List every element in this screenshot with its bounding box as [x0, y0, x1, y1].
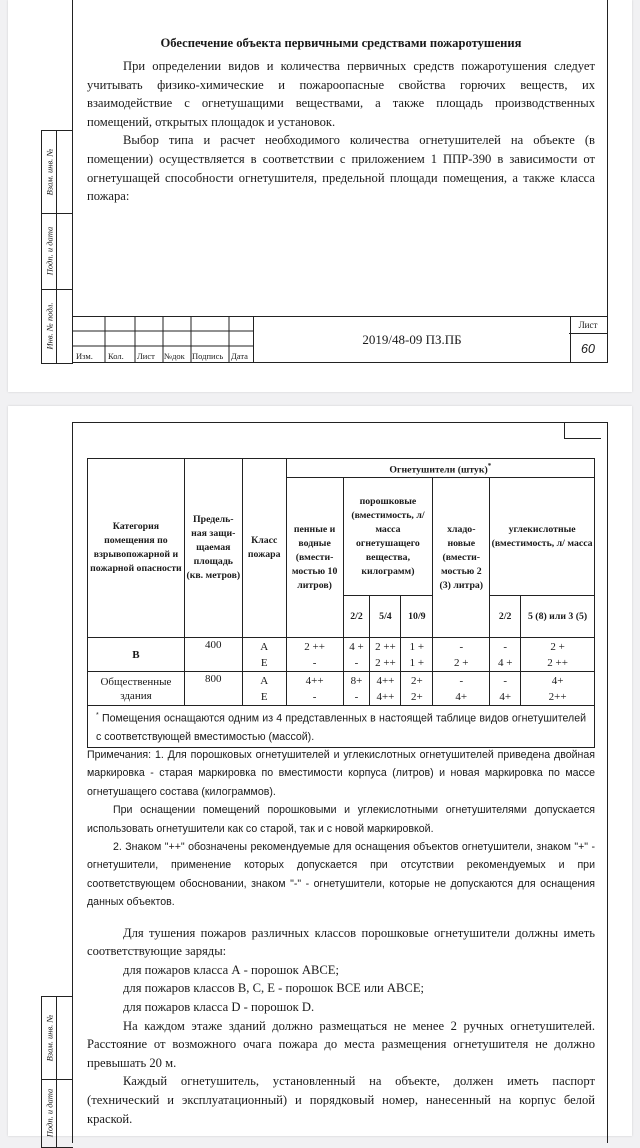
- list-item: для пожаров класса А - порошок АВСЕ;: [123, 962, 339, 977]
- header-powder-10-9: 10/9: [401, 596, 433, 638]
- cell-value: 2 ++: [521, 655, 595, 672]
- list-item: для пожаров классов В, С, Е - порошок ВСЕ или АВСЕ;: [123, 981, 425, 996]
- cell-value: -: [343, 689, 370, 706]
- sidebar-stamp-1: [41, 130, 73, 364]
- text-body: [87, 746, 595, 1128]
- cell-value: 1 +: [401, 638, 433, 655]
- cell-value: 1 +: [401, 655, 433, 672]
- cell-value: 2 +: [433, 655, 490, 672]
- cell-value: 2 ++: [370, 655, 401, 672]
- stamp-col-label: Изм.: [76, 351, 93, 361]
- cell-category: Общественные здания: [88, 672, 185, 706]
- cell-value: -: [343, 655, 370, 672]
- extinguisher-table: [87, 458, 595, 748]
- cell-value: 2+: [401, 689, 433, 706]
- header-co2-2-2: 2/2: [490, 596, 521, 638]
- stamp-col-label: Лист: [137, 351, 155, 361]
- stamp-col-label: Дата: [231, 351, 248, 361]
- cell-value: 4+: [490, 689, 521, 706]
- sidebar-label: Подп. и дата: [44, 226, 54, 276]
- sheet-number: 60: [581, 342, 595, 356]
- cell-value: 2+: [401, 672, 433, 689]
- cell-area: 800: [184, 672, 242, 706]
- cell-value: -: [433, 638, 490, 655]
- cell-value: 2 ++: [370, 638, 401, 655]
- header-freon: хладо-новые (вмести-мостью 2 (3) литра): [433, 478, 490, 638]
- cell-value: -: [490, 638, 521, 655]
- document-page-1: [8, 0, 632, 392]
- cell-class: Е: [242, 655, 286, 672]
- table-row: [88, 638, 595, 655]
- document-code: 2019/48-09 ПЗ.ПБ: [253, 317, 571, 363]
- sheet-label: Лист: [569, 317, 607, 334]
- cell-value: 4 +: [343, 638, 370, 655]
- cell-value: 4 +: [490, 655, 521, 672]
- cell-value: -: [433, 672, 490, 689]
- cell-value: 4+: [521, 672, 595, 689]
- header-powder-2-2: 2/2: [343, 596, 370, 638]
- cell-value: -: [490, 672, 521, 689]
- header-powder: порошковые (вместимость, л/ масса огнетушащего вещества, килограмм): [343, 478, 433, 596]
- page-frame: [72, 0, 608, 363]
- section-title: Обеспечение объекта первичными средствами пожаротушения: [160, 36, 522, 50]
- paragraph: При определении видов и количества первичных средств пожаротушения следует учитывать физико-химические и пожароопасные свойства горючих веществ, их взаимодействие с огнетушащими веществами, а также площадь производственных помещений, открытых площадок и установок.: [87, 59, 595, 129]
- page-frame: [72, 422, 608, 1143]
- cell-class: А: [242, 638, 286, 655]
- paragraph: Каждый огнетушитель, установленный на объекте, должен иметь паспорт (технический и эксплуатационный) и порядковый номер, нанесенный на корпус белой краской.: [87, 1074, 595, 1126]
- table-row: [88, 672, 595, 689]
- cell-value: 4++: [370, 672, 401, 689]
- stamp-col-label: Кол.: [108, 351, 124, 361]
- title-block: [73, 316, 607, 363]
- sidebar-label: Инв. № подл.: [44, 302, 54, 350]
- sheet-number-box: [569, 317, 607, 363]
- header-co2-5-8: 5 (8) или 3 (5): [521, 596, 595, 638]
- note: При оснащении помещений порошковыми и углекислотными огнетушителями допускается использовать огнетушители как со старой, так и с новой маркировкой.: [87, 804, 595, 835]
- sidebar-label: Подп. и дата: [44, 1088, 54, 1138]
- table-footnote: * Помещения оснащаются одним из 4 представленных в настоящей таблице видов огнетушителей с соответствующей вместимостью (массой).: [88, 706, 595, 748]
- header-area: Предель-ная защи-щаемая площадь (кв. метров): [184, 459, 242, 638]
- cell-value: -: [286, 689, 343, 706]
- sidebar-label: Взам. инв. №: [44, 148, 55, 196]
- header-extinguishers: Огнетушители (штук)*: [286, 459, 594, 478]
- header-co2: углекислотные (вместимость, л/ масса: [490, 478, 595, 596]
- table-footnote-row: [88, 706, 595, 748]
- list-item: для пожаров класса D - порошок D.: [123, 1000, 315, 1015]
- paragraph: Выбор типа и расчет необходимого количества огнетушителей на объекте (в помещении) осуществляется в соответствии с приложением 1 ППР-390 в зависимости от огнетушащей способности огнетушителя, предельной площади помещения, а также класса пожара:: [87, 133, 595, 204]
- cell-class: А: [242, 672, 286, 689]
- cell-value: 4++: [370, 689, 401, 706]
- paragraph: На каждом этаже зданий должно размещаться не менее 2 ручных огнетушителей. Расстояние от возможного очага пожара до места размещения огнетушителя не должно превышать 20 м.: [87, 1018, 595, 1070]
- paragraph: Для тушения пожаров различных классов порошковые огнетушители должны иметь соответствующие заряды:: [87, 925, 595, 959]
- header-category: Категория помещения по взрывопожарной и пожарной опасности: [88, 459, 185, 638]
- sidebar-label: Взам. инв. №: [44, 1014, 55, 1062]
- sidebar-stamp-2: [41, 996, 73, 1148]
- cell-value: 8+: [343, 672, 370, 689]
- header-powder-5-4: 5/4: [370, 596, 401, 638]
- stamp-col-label: Подпись: [192, 351, 224, 361]
- note: Примечания: 1. Для порошковых огнетушителей и углекислотных огнетушителей приведена двойная маркировка - старая маркировка по вместимости корпуса (литров) и новая маркировка по массе огнетушащего состава (килограммов).: [87, 749, 595, 798]
- cell-value: 4+: [433, 689, 490, 706]
- cell-area: 400: [184, 638, 242, 672]
- stamp-col-label: №док: [164, 351, 185, 361]
- cell-value: 2++: [521, 689, 595, 706]
- cell-category: В: [88, 638, 185, 672]
- note: 2. Знаком "++" обозначены рекомендуемые для оснащения объектов огнетушители, знаком "+" - огнетушители, применение которых допускается при отсутствии рекомендуемых и при соответствующем обосновании, знаком "-" - огнетушители, которые не допускаются для оснащения данных объектов.: [87, 841, 595, 909]
- cell-value: -: [286, 655, 343, 672]
- cell-value: 2 ++: [286, 638, 343, 655]
- document-page-2: [8, 406, 632, 1136]
- title-block-grid: [73, 317, 253, 363]
- header-foam: пенные и водные (вмести-мостью 10 литров): [286, 478, 343, 638]
- cell-class: Е: [242, 689, 286, 706]
- cell-value: 4++: [286, 672, 343, 689]
- cell-value: 2 +: [521, 638, 595, 655]
- header-class: Класс пожара: [242, 459, 286, 638]
